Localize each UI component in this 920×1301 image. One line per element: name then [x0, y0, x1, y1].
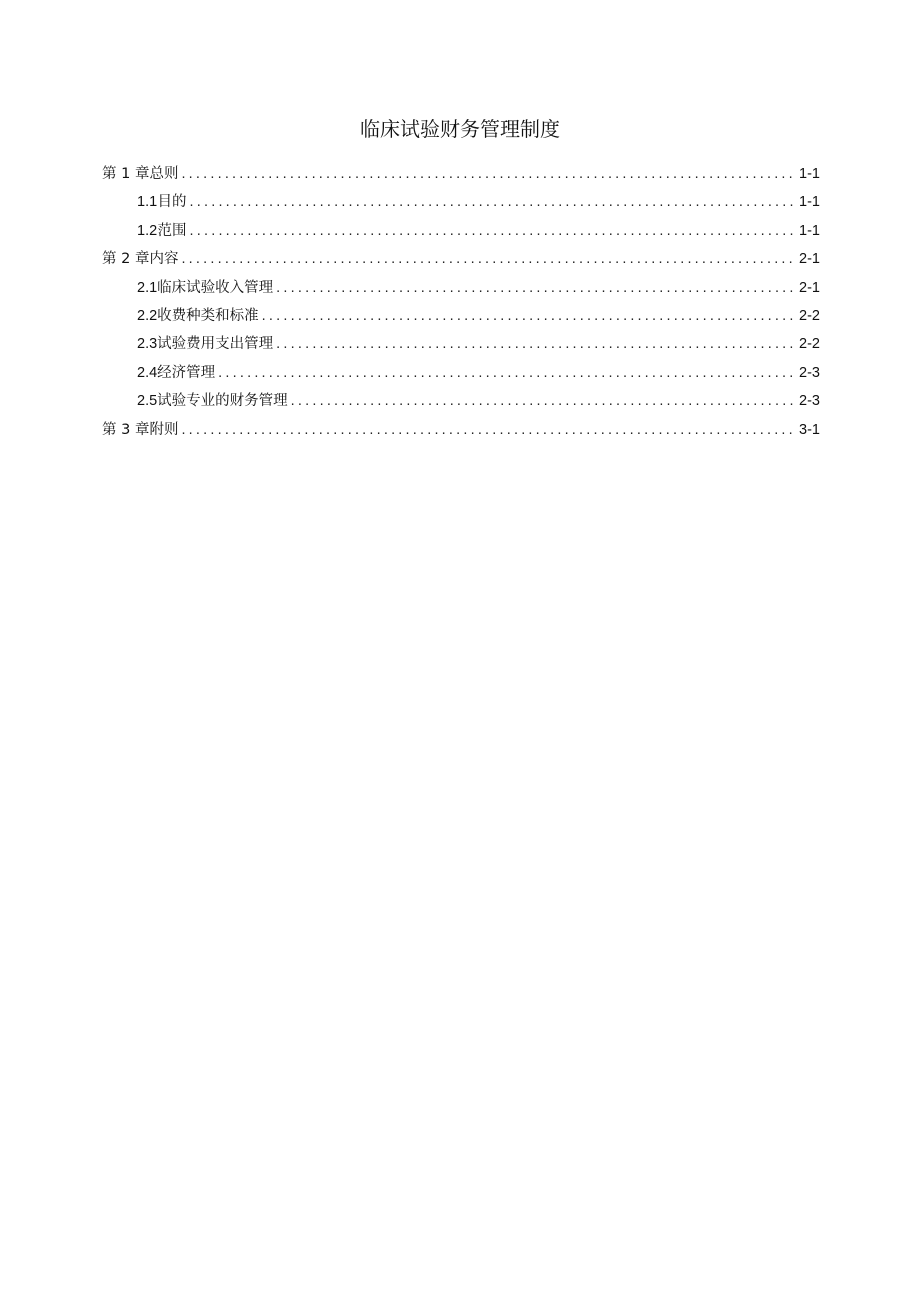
toc-entry-page: 2-2 [799, 307, 820, 324]
toc-entry-page: 1-1 [799, 222, 820, 239]
page-title: 临床试验财务管理制度 [360, 117, 560, 141]
toc-entry-label: 第 3 章附则 [102, 421, 179, 438]
toc-dot-leader [190, 217, 798, 245]
toc-entry-2-5[interactable] [102, 387, 820, 415]
toc-entry-1-2[interactable] [102, 217, 820, 245]
toc-dot-leader [190, 188, 798, 216]
toc-entry-number: 1.1 [137, 194, 158, 211]
toc-entry-number: 1.2 [137, 222, 158, 239]
toc-entry-number: 2.2 [137, 307, 158, 324]
toc-entry-chapter-3[interactable] [102, 416, 820, 444]
toc-entry-page: 3-1 [799, 421, 820, 438]
toc-entry-label: 经济管理 [157, 364, 216, 381]
toc-dot-leader [262, 302, 797, 330]
toc-entry-page: 1-1 [799, 166, 820, 182]
toc-entry-2-1[interactable] [102, 274, 820, 302]
toc-entry-label: 试验专业的财务管理 [157, 393, 288, 410]
toc-entry-2-2[interactable] [102, 302, 820, 330]
toc-entry-number: 2.1 [137, 279, 158, 296]
toc-entry-label: 第 1 章总则 [102, 166, 179, 182]
toc-dot-leader [276, 274, 797, 302]
toc-entry-chapter-1[interactable] [102, 160, 820, 188]
toc-entry-number: 2.4 [137, 364, 158, 381]
toc-entry-chapter-2[interactable] [102, 245, 820, 273]
toc-entry-page: 2-3 [799, 364, 820, 381]
toc-entry-label: 收费种类和标准 [157, 307, 259, 324]
toc-entry-number: 2.3 [137, 336, 158, 353]
toc-dot-leader [291, 387, 797, 415]
toc-dot-leader [218, 359, 797, 387]
toc-dot-leader [181, 160, 797, 188]
toc-entry-page: 2-1 [799, 279, 820, 296]
toc-entry-2-4[interactable] [102, 359, 820, 387]
toc-entry-label: 目的 [157, 194, 187, 211]
toc-entry-2-3[interactable] [102, 330, 820, 358]
toc-entry-page: 1-1 [799, 194, 820, 211]
toc-entry-page: 2-1 [799, 251, 820, 268]
toc-entry-label: 试验费用支出管理 [157, 336, 274, 353]
toc-entry-label: 临床试验收入管理 [157, 279, 274, 296]
toc-dot-leader [276, 330, 797, 358]
toc-entry-page: 2-2 [799, 336, 820, 353]
toc-entry-page: 2-3 [799, 393, 820, 410]
toc-entry-label: 第 2 章内容 [102, 251, 179, 268]
toc-dot-leader [181, 245, 797, 273]
toc-entry-number: 2.5 [137, 393, 158, 410]
toc-entry-1-1[interactable] [102, 188, 820, 216]
toc-dot-leader [181, 416, 797, 444]
toc-entry-label: 范围 [157, 222, 187, 239]
table-of-contents [102, 160, 820, 444]
